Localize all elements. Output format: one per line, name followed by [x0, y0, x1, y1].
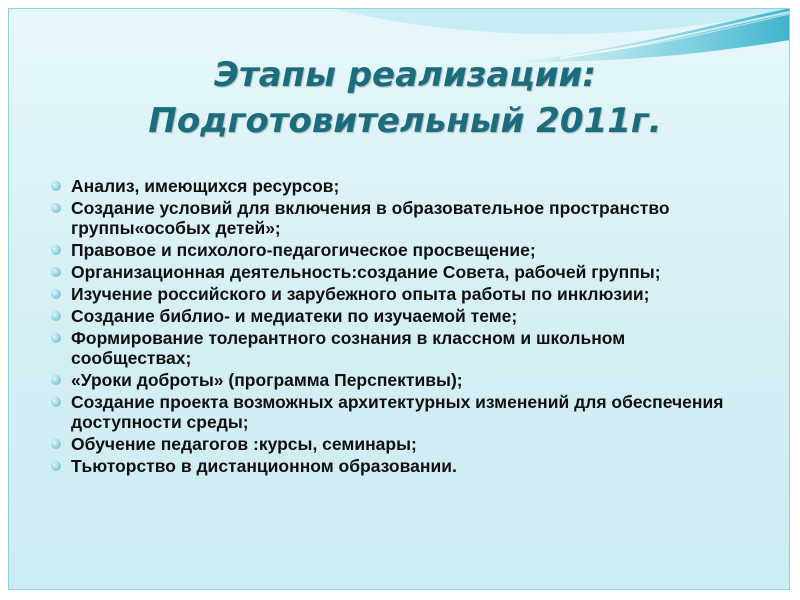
- list-item-text: Тьюторство в дистанционном образовании.: [71, 456, 457, 476]
- bullet-dot-icon: [51, 439, 61, 449]
- list-item-text: Правовое и психолого-педагогическое просвещение;: [71, 240, 536, 260]
- bullet-dot-icon: [51, 461, 61, 471]
- bullet-dot-icon: [51, 333, 61, 343]
- list-item-text: Формирование толерантного сознания в классном и школьном сообществах;: [71, 328, 626, 368]
- list-item: [50, 434, 750, 454]
- list-item: [50, 284, 750, 304]
- bullet-dot-icon: [51, 311, 61, 321]
- bullet-dot-icon: [51, 203, 61, 213]
- list-item: [50, 198, 750, 238]
- list-item-text: Организационная деятельность:создание Совета, рабочей группы;: [71, 262, 661, 282]
- list-item: [50, 262, 750, 282]
- bullet-list: [50, 176, 750, 478]
- list-item-text: Обучение педагогов :курсы, семинары;: [71, 434, 417, 454]
- list-item: [50, 328, 750, 368]
- list-item-text: Создание условий для включения в образовательное пространство группы«особых детей»;: [71, 198, 670, 238]
- list-item-text: Анализ, имеющихся ресурсов;: [71, 176, 340, 196]
- slide-title: [60, 52, 750, 144]
- bullet-dot-icon: [51, 397, 61, 407]
- title-line-1: Этапы реализации:: [214, 55, 596, 95]
- list-item-text: «Уроки доброты» (программа Перспективы);: [71, 370, 463, 390]
- list-item: [50, 306, 750, 326]
- list-item: [50, 392, 750, 432]
- bullet-dot-icon: [51, 245, 61, 255]
- bullet-dot-icon: [51, 289, 61, 299]
- list-item: [50, 370, 750, 390]
- bullet-dot-icon: [51, 181, 61, 191]
- bullet-dot-icon: [51, 375, 61, 385]
- bullet-dot-icon: [51, 267, 61, 277]
- list-item: [50, 456, 750, 476]
- list-item: [50, 240, 750, 260]
- list-item: [50, 176, 750, 196]
- title-line-2: Подготовительный 2011г.: [148, 101, 662, 141]
- list-item-text: Создание библио- и медиатеки по изучаемой теме;: [71, 306, 518, 326]
- list-item-text: Создание проекта возможных архитектурных изменений для обеспечения доступности среды;: [71, 392, 724, 432]
- list-item-text: Изучение российского и зарубежного опыта работы по инклюзии;: [71, 284, 650, 304]
